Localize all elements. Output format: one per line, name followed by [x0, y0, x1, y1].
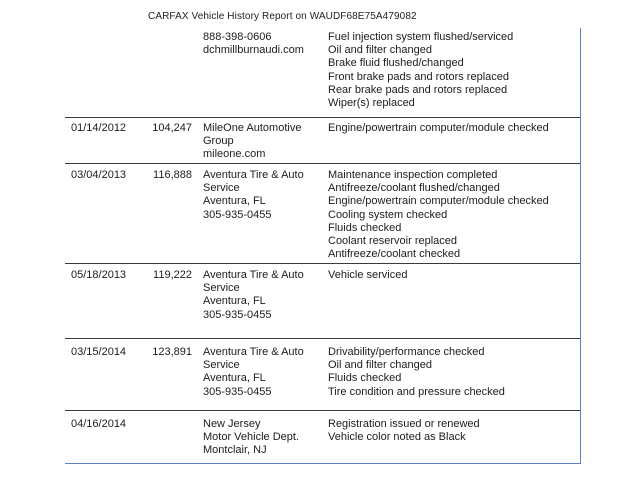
record-details — [328, 169, 549, 261]
report-title: CARFAX Vehicle History Report on WAUDF68E75A479082 — [148, 11, 417, 22]
record-details — [328, 31, 513, 110]
record-source — [203, 122, 301, 162]
detail-line: Engine/powertrain computer/module checked — [328, 122, 549, 134]
source-line: Motor Vehicle Dept. — [203, 431, 299, 444]
detail-line: Fluids checked — [328, 372, 402, 385]
record-source — [203, 346, 304, 399]
source-line: dchmillburnaudi.com — [203, 44, 304, 57]
source-line: mileone.com — [203, 148, 266, 161]
source-line: 305-935-0455 — [203, 208, 272, 221]
detail-line: Tire condition and pressure checked — [328, 385, 505, 398]
detail-line: Drivability/performance checked — [328, 346, 485, 358]
detail-line: Fuel injection system flushed/serviced — [328, 31, 514, 43]
detail-line: Registration issued or renewed — [328, 418, 480, 430]
source-line: Service — [203, 282, 240, 295]
source-line: Aventura Tire & Auto — [203, 346, 304, 358]
detail-line: Engine/powertrain computer/module checked — [328, 195, 549, 208]
detail-line: Coolant reservoir replaced — [328, 235, 458, 248]
record-source — [203, 169, 304, 222]
source-line: Montclair, NJ — [203, 444, 267, 457]
record-date: 03/04/2013 — [71, 169, 127, 181]
record-date: 03/15/2014 — [71, 346, 127, 358]
record-source — [203, 418, 299, 458]
row-divider — [65, 410, 580, 411]
source-line: 305-935-0455 — [203, 385, 272, 398]
record-mileage: 119,222 — [153, 269, 192, 281]
record-source — [203, 31, 304, 57]
detail-line: Antifreeze/coolant flushed/changed — [328, 182, 500, 195]
detail-line: Vehicle serviced — [328, 269, 408, 281]
detail-line: Front brake pads and rotors replaced — [328, 70, 509, 83]
source-line: Aventura, FL — [203, 372, 266, 385]
record-mileage: 116,888 — [153, 169, 192, 181]
record-mileage: 104,247 — [152, 122, 192, 134]
detail-line: Fluids checked — [328, 221, 402, 234]
source-line: MileOne Automotive — [203, 122, 302, 134]
source-line: Aventura Tire & Auto — [203, 269, 304, 281]
row-divider — [65, 338, 580, 339]
detail-line: Vehicle color noted as Black — [328, 431, 466, 444]
source-line: Aventura, FL — [203, 195, 266, 208]
detail-line: Cooling system checked — [328, 208, 448, 221]
source-line: 888-398-0606 — [203, 31, 272, 43]
record-date: 01/14/2012 — [71, 122, 127, 134]
detail-line: Rear brake pads and rotors replaced — [328, 83, 508, 96]
detail-line: Wiper(s) replaced — [328, 97, 415, 110]
detail-line: Brake fluid flushed/changed — [328, 57, 464, 70]
source-line: Service — [203, 182, 240, 195]
record-details — [328, 269, 408, 282]
detail-line: Antifreeze/coolant checked — [328, 248, 461, 261]
source-line: Service — [203, 359, 240, 372]
row-divider — [65, 163, 580, 164]
detail-line: Maintenance inspection completed — [328, 169, 498, 181]
detail-line: Oil and filter changed — [328, 359, 432, 372]
record-source — [203, 269, 304, 322]
record-details — [328, 418, 480, 444]
detail-line: Oil and filter changed — [328, 44, 432, 57]
row-divider — [65, 263, 580, 264]
source-line: 305-935-0455 — [203, 308, 272, 321]
record-date: 04/16/2014 — [71, 418, 127, 430]
row-divider — [65, 117, 580, 118]
record-details — [328, 122, 549, 135]
source-line: Group — [203, 135, 234, 148]
record-details — [328, 346, 505, 399]
source-line: New Jersey — [203, 418, 261, 430]
source-line: Aventura Tire & Auto — [203, 169, 304, 181]
source-line: Aventura, FL — [203, 295, 266, 308]
record-date: 05/18/2013 — [71, 269, 127, 281]
record-mileage: 123,891 — [152, 346, 192, 358]
